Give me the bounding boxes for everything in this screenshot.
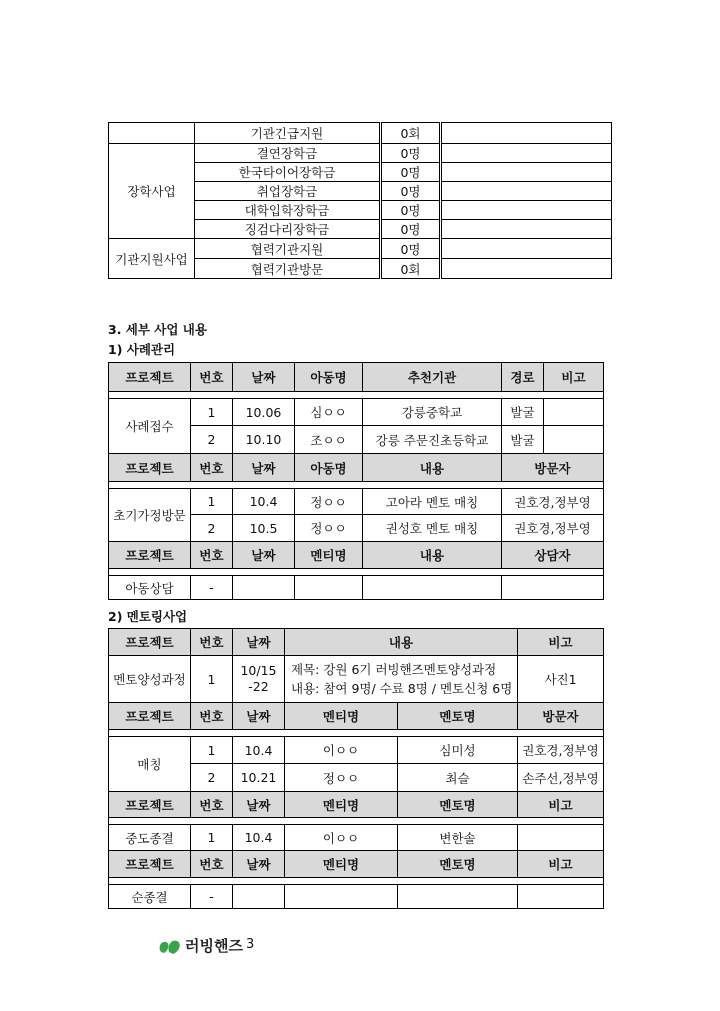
content-line: 제목: 강원 6기 러빙핸즈멘토양성과정 xyxy=(291,662,497,677)
project-cell: 사례접수 xyxy=(109,399,191,454)
col-header: 경로 xyxy=(502,363,544,392)
item-cell: 협력기관방문 xyxy=(195,259,381,279)
logo-text: 러빙핸즈 xyxy=(185,937,243,955)
hands-logo-icon xyxy=(158,936,184,956)
col-header: 프로젝트 xyxy=(109,454,191,482)
project-cell: 매칭 xyxy=(109,737,191,792)
header-row xyxy=(109,851,604,878)
subsection-title-mentoring: 2) 멘토링사업 xyxy=(108,609,188,624)
col-header: 내용 xyxy=(363,454,502,482)
content-cell xyxy=(285,656,518,703)
col-header: 날짜 xyxy=(233,454,295,482)
col-header: 번호 xyxy=(191,363,233,392)
section-title: 3. 세부 사업 내용 xyxy=(108,322,207,337)
col-header: 날짜 xyxy=(233,542,295,569)
item-cell: 징검다리장학금 xyxy=(195,220,381,239)
date-cell: 10.4 xyxy=(233,825,285,851)
visitor-cell: 권호경,정부영 xyxy=(518,737,604,764)
project-cell: 초기가정방문 xyxy=(109,489,191,542)
table-row xyxy=(109,399,604,426)
col-header: 추천기관 xyxy=(363,363,502,392)
table-row xyxy=(109,144,612,163)
date-cell: 10.4 xyxy=(233,489,295,515)
count-cell: 0회 xyxy=(381,123,441,144)
project-cell: 중도종결 xyxy=(109,825,191,851)
item-cell: 기관긴급지원 xyxy=(195,123,381,144)
header-row xyxy=(109,454,604,482)
org-cell: 강릉중학교 xyxy=(363,399,502,426)
item-cell: 한국타이어장학금 xyxy=(195,163,381,182)
header-row xyxy=(109,363,604,392)
col-header: 프로젝트 xyxy=(109,703,191,730)
child-cell: 정ㅇㅇ xyxy=(295,489,363,515)
col-header: 번호 xyxy=(191,851,233,878)
col-header: 아동명 xyxy=(295,454,363,482)
child-cell: 조ㅇㅇ xyxy=(295,426,363,454)
table-row xyxy=(109,239,612,259)
col-header: 날짜 xyxy=(233,629,285,656)
col-header: 프로젝트 xyxy=(109,363,191,392)
col-header: 내용 xyxy=(363,542,502,569)
no-cell: 1 xyxy=(191,825,233,851)
col-header: 프로젝트 xyxy=(109,542,191,569)
col-header: 프로젝트 xyxy=(109,629,191,656)
col-header: 내용 xyxy=(285,629,518,656)
col-header: 아동명 xyxy=(295,363,363,392)
group-cell: 장학사업 xyxy=(109,144,195,239)
table-row xyxy=(109,123,612,144)
note-cell xyxy=(441,259,612,279)
date-cell xyxy=(233,656,285,703)
mentor-cell: 최슬 xyxy=(398,764,518,792)
note-cell xyxy=(441,163,612,182)
item-cell: 취업장학금 xyxy=(195,182,381,201)
col-header: 날짜 xyxy=(233,792,285,818)
count-cell: 0명 xyxy=(381,144,441,163)
item-cell: 협력기관지원 xyxy=(195,239,381,259)
no-cell: - xyxy=(191,885,233,909)
col-header: 날짜 xyxy=(233,363,295,392)
col-header: 멘티명 xyxy=(295,542,363,569)
no-cell: 2 xyxy=(191,426,233,454)
count-cell: 0명 xyxy=(381,182,441,201)
page-number: 3 xyxy=(246,937,255,952)
mentee-cell: 정ㅇㅇ xyxy=(285,764,398,792)
note-cell xyxy=(441,182,612,201)
col-header: 비고 xyxy=(518,629,604,656)
group-cell xyxy=(109,123,195,144)
note-cell xyxy=(441,220,612,239)
col-header: 날짜 xyxy=(233,703,285,730)
content-cell: 고아라 멘토 매칭 xyxy=(363,489,502,515)
mentoring-table xyxy=(108,628,604,909)
note-cell xyxy=(544,399,604,426)
header-row xyxy=(109,703,604,730)
date-cell: 10.06 xyxy=(233,399,295,426)
visitor-cell: 손주선,정부영 xyxy=(518,764,604,792)
child-cell: 심ㅇㅇ xyxy=(295,399,363,426)
table-row xyxy=(109,825,604,851)
col-header: 멘토명 xyxy=(398,703,518,730)
note-cell xyxy=(441,239,612,259)
date-cell xyxy=(233,885,285,909)
mentor-cell: 심미성 xyxy=(398,737,518,764)
table-row xyxy=(109,489,604,515)
content-cell xyxy=(363,576,502,600)
col-header: 프로젝트 xyxy=(109,792,191,818)
footer-logo xyxy=(158,934,255,956)
item-cell: 결연장학금 xyxy=(195,144,381,163)
date-cell: 10.5 xyxy=(233,515,295,542)
visitor-cell: 권호경,정부영 xyxy=(502,515,604,542)
count-cell: 0명 xyxy=(381,201,441,220)
summary-table xyxy=(108,122,612,279)
route-cell: 발굴 xyxy=(502,426,544,454)
counselor-cell xyxy=(502,576,604,600)
date-cell xyxy=(233,576,295,600)
col-header: 비고 xyxy=(518,851,604,878)
child-cell: 정ㅇㅇ xyxy=(295,515,363,542)
no-cell: 1 xyxy=(191,737,233,764)
col-header: 번호 xyxy=(191,542,233,569)
col-header: 날짜 xyxy=(233,851,285,878)
col-header: 방문자 xyxy=(502,454,604,482)
mentor-cell: 변한솔 xyxy=(398,825,518,851)
note-cell xyxy=(544,426,604,454)
col-header: 번호 xyxy=(191,454,233,482)
visitor-cell: 권호경,정부영 xyxy=(502,489,604,515)
no-cell: 1 xyxy=(191,489,233,515)
col-header: 상담자 xyxy=(502,542,604,569)
note-cell xyxy=(518,825,604,851)
mentee-cell: 이ㅇㅇ xyxy=(285,825,398,851)
no-cell: 2 xyxy=(191,515,233,542)
content-cell: 권성호 멘토 매칭 xyxy=(363,515,502,542)
project-cell: 아동상담 xyxy=(109,576,191,600)
col-header: 번호 xyxy=(191,703,233,730)
note-cell xyxy=(441,123,612,144)
route-cell: 발굴 xyxy=(502,399,544,426)
col-header: 멘토명 xyxy=(398,851,518,878)
table-row xyxy=(109,576,604,600)
mentor-cell xyxy=(398,885,518,909)
col-header: 번호 xyxy=(191,629,233,656)
col-header: 번호 xyxy=(191,792,233,818)
mentee-cell xyxy=(285,885,398,909)
date-cell: 10.21 xyxy=(233,764,285,792)
subsection-title-case: 1) 사례관리 xyxy=(108,342,176,357)
table-row xyxy=(109,656,604,703)
project-cell: 순종결 xyxy=(109,885,191,909)
header-row xyxy=(109,629,604,656)
count-cell: 0명 xyxy=(381,239,441,259)
col-header: 멘토명 xyxy=(398,792,518,818)
no-cell: 1 xyxy=(191,656,233,703)
org-cell: 강릉 주문진초등학교 xyxy=(363,426,502,454)
header-row xyxy=(109,542,604,569)
col-header: 비고 xyxy=(518,792,604,818)
no-cell: - xyxy=(191,576,233,600)
col-header: 멘티명 xyxy=(285,792,398,818)
group-cell: 기관지원사업 xyxy=(109,239,195,279)
date-cell: 10.10 xyxy=(233,426,295,454)
note-cell: 사진1 xyxy=(518,656,604,703)
note-cell xyxy=(441,201,612,220)
col-header: 비고 xyxy=(544,363,604,392)
mentee-cell xyxy=(295,576,363,600)
content-line: 내용: 참여 9명/ 수료 8명 / 멘토신청 6명 xyxy=(291,681,513,696)
mentee-cell: 이ㅇㅇ xyxy=(285,737,398,764)
case-management-table xyxy=(108,362,604,600)
date-cell: 10.4 xyxy=(233,737,285,764)
count-cell: 0명 xyxy=(381,163,441,182)
table-row xyxy=(109,737,604,764)
note-cell xyxy=(441,144,612,163)
project-cell: 멘토양성과정 xyxy=(109,656,191,703)
item-cell: 대학입학장학금 xyxy=(195,201,381,220)
count-cell: 0명 xyxy=(381,220,441,239)
table-row xyxy=(109,885,604,909)
date-line: -22 xyxy=(248,679,269,694)
col-header: 프로젝트 xyxy=(109,851,191,878)
header-row xyxy=(109,792,604,818)
note-cell xyxy=(518,885,604,909)
no-cell: 2 xyxy=(191,764,233,792)
date-line: 10/15 xyxy=(240,663,277,678)
col-header: 멘티명 xyxy=(285,703,398,730)
col-header: 멘티명 xyxy=(285,851,398,878)
col-header: 방문자 xyxy=(518,703,604,730)
no-cell: 1 xyxy=(191,399,233,426)
count-cell: 0회 xyxy=(381,259,441,279)
